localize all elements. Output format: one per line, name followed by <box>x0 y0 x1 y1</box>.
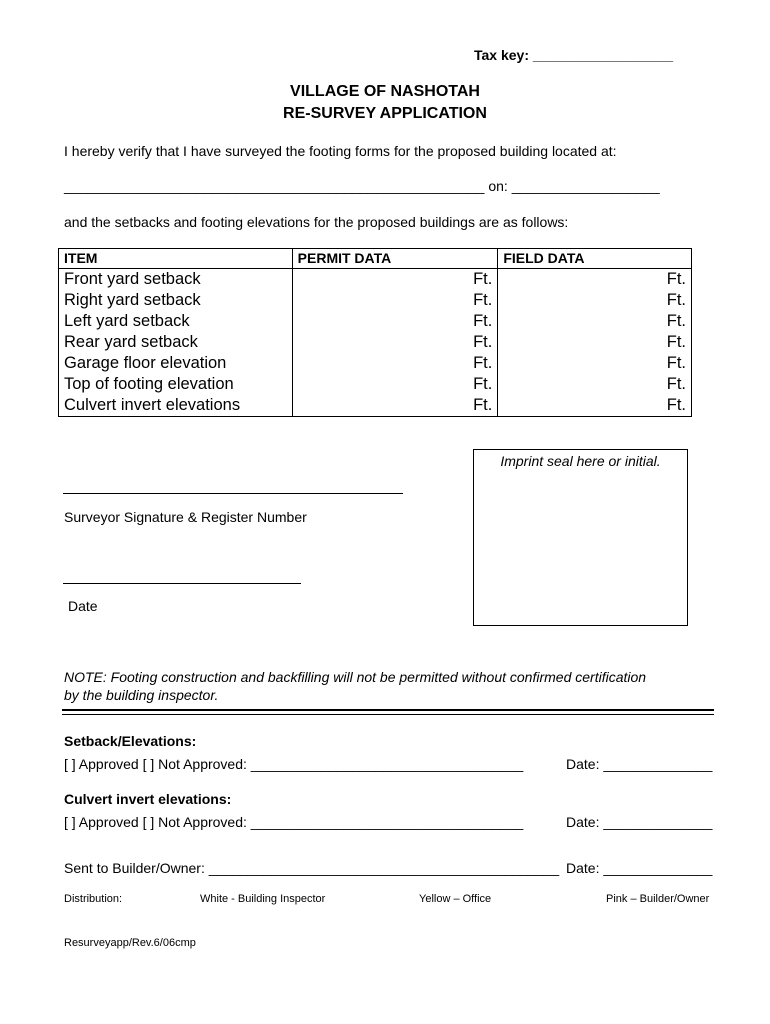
double-rule-bottom <box>62 714 714 715</box>
distribution-label: Distribution: <box>64 893 123 905</box>
field-data-cell[interactable]: Ft. <box>498 332 692 353</box>
location-date-line: ______________________________________________________ on: ___________________ <box>64 178 660 194</box>
distribution-yellow: Yellow – Office <box>419 893 492 905</box>
distribution-white: White - Building Inspector <box>200 893 326 905</box>
row-item: Garage floor elevation <box>59 353 293 374</box>
table-row <box>59 353 692 374</box>
culvert-heading: Culvert invert elevations: <box>64 791 232 807</box>
table-row <box>59 311 692 332</box>
permit-data-cell[interactable]: Ft. <box>292 374 498 395</box>
row-item: Top of footing elevation <box>59 374 293 395</box>
field-data-cell[interactable]: Ft. <box>498 353 692 374</box>
setback-heading: Setback/Elevations: <box>64 733 197 749</box>
seal-instruction: Imprint seal here or initial. <box>500 453 661 469</box>
column-header-item: ITEM <box>59 249 293 269</box>
setback-approval-date[interactable]: Date: ______________ <box>566 756 713 772</box>
permit-data-cell[interactable]: Ft. <box>292 353 498 374</box>
culvert-approval-date[interactable]: Date: ______________ <box>566 814 713 830</box>
surveyor-signature-line[interactable] <box>63 493 403 494</box>
permit-data-cell[interactable]: Ft. <box>292 290 498 311</box>
table-row <box>59 290 692 311</box>
revision-code: Resurveyapp/Rev.6/06cmp <box>64 937 196 949</box>
culvert-approval-row[interactable]: [ ] Approved [ ] Not Approved: ___________________________________ <box>64 814 524 830</box>
table-row <box>59 332 692 353</box>
field-data-cell[interactable]: Ft. <box>498 311 692 332</box>
sent-to-owner-date[interactable]: Date: ______________ <box>566 860 713 876</box>
table-row <box>59 395 692 417</box>
permit-data-cell[interactable]: Ft. <box>292 332 498 353</box>
date-signature-line[interactable] <box>63 583 301 584</box>
column-header-permit: PERMIT DATA <box>292 249 498 269</box>
double-rule-top <box>62 709 714 711</box>
form-title-line1: VILLAGE OF NASHOTAH <box>290 83 480 100</box>
seal-box[interactable] <box>473 449 688 626</box>
note-line1: NOTE: Footing construction and backfilling will not be permitted without confirmed certification <box>64 669 647 685</box>
row-item: Front yard setback <box>59 269 293 291</box>
sent-to-owner-row[interactable]: Sent to Builder/Owner: _____________________________________________ <box>64 860 560 876</box>
distribution-pink: Pink – Builder/Owner <box>606 893 710 905</box>
surveyor-signature-label: Surveyor Signature & Register Number <box>64 509 307 525</box>
setbacks-statement: and the setbacks and footing elevations for the proposed buildings are as follows: <box>64 214 569 230</box>
tax-key-label: Tax key: __________________ <box>474 47 674 63</box>
row-item: Left yard setback <box>59 311 293 332</box>
setback-approval-row[interactable]: [ ] Approved [ ] Not Approved: ___________________________________ <box>64 756 524 772</box>
table-row <box>59 374 692 395</box>
table-header-row <box>59 249 692 269</box>
verify-statement: I hereby verify that I have surveyed the footing forms for the proposed building located at: <box>64 143 617 159</box>
note-line2: by the building inspector. <box>64 687 219 703</box>
row-item: Culvert invert elevations <box>59 395 293 417</box>
table-row <box>59 269 692 291</box>
date-signature-label: Date <box>68 598 98 614</box>
row-item: Rear yard setback <box>59 332 293 353</box>
field-data-cell[interactable]: Ft. <box>498 374 692 395</box>
column-header-field: FIELD DATA <box>498 249 692 269</box>
setback-table <box>58 248 692 417</box>
form-title-line2: RE-SURVEY APPLICATION <box>283 105 487 122</box>
field-data-cell[interactable]: Ft. <box>498 395 692 417</box>
permit-data-cell[interactable]: Ft. <box>292 311 498 332</box>
row-item: Right yard setback <box>59 290 293 311</box>
field-data-cell[interactable]: Ft. <box>498 290 692 311</box>
permit-data-cell[interactable]: Ft. <box>292 269 498 291</box>
permit-data-cell[interactable]: Ft. <box>292 395 498 417</box>
field-data-cell[interactable]: Ft. <box>498 269 692 291</box>
